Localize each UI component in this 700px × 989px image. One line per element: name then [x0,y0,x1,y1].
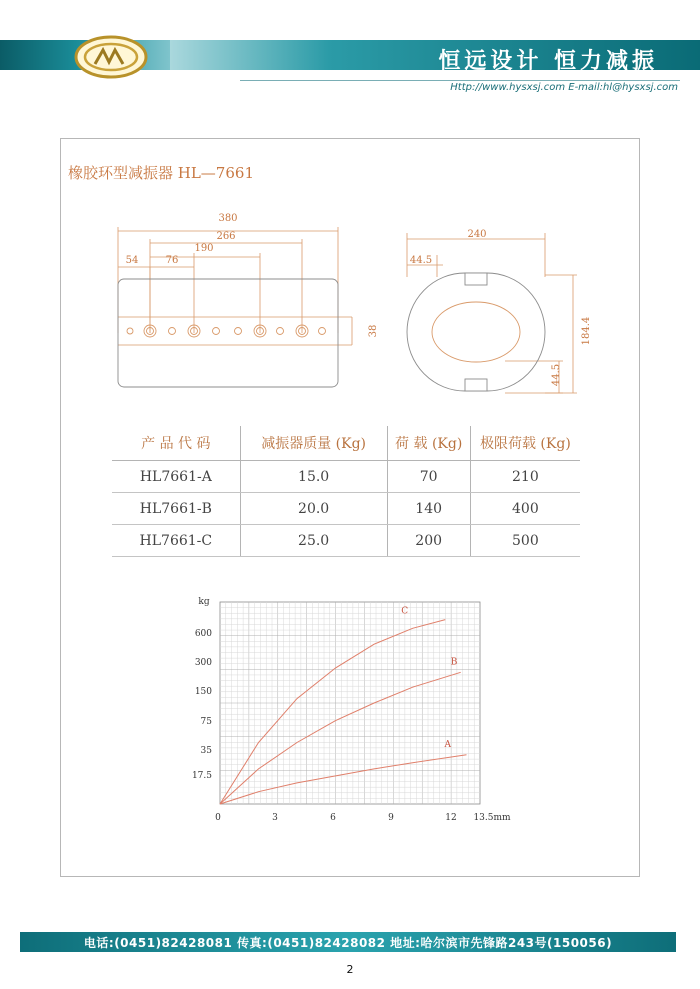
front-view-drawing [110,205,390,395]
cell-load: 200 [387,525,470,557]
y-tick-label: 600 [194,629,212,639]
col-load: 荷 载 (Kg) [387,426,470,461]
dim-44-5-top: 44.5 [409,255,433,266]
footer-contact: 电话:(0451)82428081 传真:(0451)82428082 地址:哈尔滨市先锋路243号(150056) [83,936,613,950]
header-contact-line: Http://www.hysxsj.com E-mail:hl@hysxsj.com [450,82,678,93]
dim-44-5-bottom: 44.5 [551,363,562,387]
cell-max-load: 210 [470,461,580,493]
col-product-code: 产 品 代 码 [112,426,240,461]
cell-max-load: 500 [470,525,580,557]
header-slogan: 恒远设计 恒力减振 [438,49,658,74]
product-title: 橡胶环型减振器 HL—7661 [68,164,254,182]
load-deflection-chart [190,590,530,830]
x-tick-label: 0 [215,813,221,823]
y-tick-label: 75 [200,717,212,727]
cell-load: 140 [387,493,470,525]
x-tick-label: 9 [388,813,394,823]
y-tick-label: 150 [194,687,212,697]
cell-code: HL7661-B [112,493,240,525]
ring-outline [407,273,545,391]
y-tick-label: 17.5 [191,771,212,781]
col-max-load: 极限荷载 (Kg) [470,426,580,461]
cell-weight: 15.0 [240,461,387,493]
series-label-a: A [444,739,451,750]
dim-76: 76 [165,255,179,266]
table-header-row [112,426,580,461]
y-tick-label: 35 [200,746,212,756]
x-tick-label: 12 [445,813,457,823]
cell-load: 70 [387,461,470,493]
col-weight: 减振器质量 (Kg) [240,426,387,461]
y-axis-label: kg [198,597,210,607]
dim-54: 54 [125,255,139,266]
company-logo [73,34,149,80]
cell-max-load: 400 [470,493,580,525]
dim-240: 240 [467,229,487,240]
x-tick-label: 13.5mm [473,813,511,823]
dim-380: 380 [218,213,238,224]
side-view-drawing [395,225,595,405]
cell-code: HL7661-C [112,525,240,557]
dim-190: 190 [194,243,214,254]
cell-weight: 20.0 [240,493,387,525]
cell-weight: 25.0 [240,525,387,557]
y-tick-label: 300 [194,658,212,668]
spec-table [112,426,580,557]
footer-band [20,932,676,952]
mounting-holes [127,325,326,337]
table-row [112,525,580,557]
x-tick-label: 3 [272,813,278,823]
dim-38: 38 [368,324,379,338]
cell-code: HL7661-A [112,461,240,493]
table-row [112,461,580,493]
series-label-b: B [450,657,458,668]
x-tick-label: 6 [330,813,336,823]
dim-266: 266 [216,231,236,242]
dim-184-4: 184.4 [581,316,592,346]
table-row [112,493,580,525]
header-rule [240,80,680,81]
page-number: 2 [346,963,354,976]
series-label-c: C [401,606,409,617]
